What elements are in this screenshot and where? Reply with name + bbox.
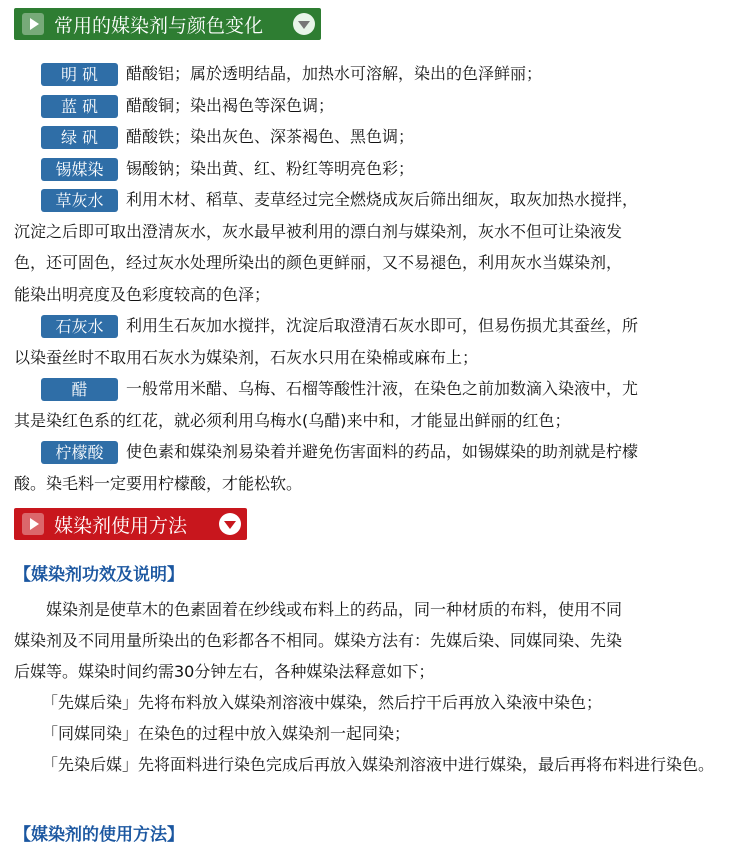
paragraph-line: 媒染剂及不同用量所染出的色彩都各不相同。媒染方法有：先媒后染、同媒同染、先染: [14, 631, 623, 650]
banner-title: 媒染剂使用方法: [54, 514, 188, 537]
mordant-continuation: 酸。染毛料一定要用柠檬酸，才能松软。: [14, 473, 303, 493]
mordant-desc: 利用生石灰加水搅拌，沈淀后取澄清石灰水即可，但易伤损尤其蚕丝，所: [126, 316, 639, 335]
mordant-line: [14, 121, 736, 153]
banner-usage: [14, 508, 247, 540]
method-list: [42, 687, 742, 780]
paragraph-line: 媒染剂是使草木的色素固着在纱线或布料上的药品，同一种材质的布料，使用不同: [46, 600, 623, 619]
method-name: 「先染后媒」: [42, 755, 139, 774]
mordant-line: [14, 58, 736, 90]
mordant-continuation: 以染蚕丝时不取用石灰水为媒染剂，石灰水只用在染棉或麻布上；: [14, 347, 479, 367]
mordant-line: [14, 153, 736, 185]
chevron-down-icon[interactable]: [293, 13, 315, 35]
section-heading-effects: 【媒染剂功效及说明】: [14, 565, 184, 585]
banner-common-mordants: [14, 8, 321, 40]
mordant-desc: 锡酸钠；染出黄、红、粉红等明亮色彩；: [126, 158, 415, 178]
mordant-continuation: 其是染红色系的红花，就必须利用乌梅水(乌醋)来中和，才能显出鲜丽的红色；: [14, 410, 571, 430]
method-desc: 先将布料放入媒染剂溶液中媒染，然后拧干后再放入染液中染色；: [138, 693, 603, 712]
mordant-tag: 石灰水: [41, 315, 118, 338]
mordant-continuation: 色，还可固色，经过灰水处理所染出的颜色更鲜丽，又不易褪色，利用灰水当媒染剂，: [14, 253, 623, 272]
method-name: 「同媒同染」: [42, 724, 139, 743]
mordant-line: [14, 373, 736, 405]
method-name: 「先媒后染」: [42, 693, 139, 712]
mordant-list: [14, 58, 736, 499]
mordant-desc: 利用木材、稻草、麦草经过完全燃烧成灰后筛出细灰，取灰加热水搅拌，: [126, 190, 639, 209]
method-desc: 先将面料进行染色完成后再放入媒染剂溶液中进行媒染，最后再将布料进行染色。: [138, 755, 715, 774]
mordant-tag: 绿 矾: [41, 126, 118, 149]
chevron-down-icon[interactable]: [219, 513, 241, 535]
mordant-line: [14, 90, 736, 122]
mordant-tag: 醋: [41, 378, 118, 401]
section-heading-usage: 【媒染剂的使用方法】: [14, 825, 184, 845]
method-desc: 在染色的过程中放入媒染剂一起同染；: [138, 724, 411, 743]
play-icon: [22, 513, 44, 535]
mordant-continuation: 沉淀之后即可取出澄清灰水，灰水最早被利用的漂白剂与媒染剂，灰水不但可让染液发: [14, 221, 623, 241]
mordant-tag: 草灰水: [41, 189, 118, 212]
effects-paragraph: [14, 594, 736, 687]
mordant-line: [14, 184, 736, 216]
mordant-line: [14, 310, 736, 342]
mordant-line: [14, 436, 736, 468]
mordant-desc: 醋酸铁；染出灰色、深茶褐色、黑色调；: [126, 127, 415, 146]
paragraph-line: 后媒等。媒染时间约需30分钟左右，各种媒染法释意如下；: [14, 662, 435, 681]
method-item: [42, 749, 742, 780]
mordant-tag: 锡媒染: [41, 158, 118, 181]
mordant-tag: 柠檬酸: [41, 441, 118, 464]
method-item: [42, 687, 742, 718]
banner-title: 常用的媒染剂与颜色变化: [54, 14, 264, 37]
mordant-tag: 明 矾: [41, 63, 118, 86]
mordant-desc: 醋酸铝；属於透明结晶，加热水可溶解，染出的色泽鲜丽；: [126, 64, 543, 83]
mordant-desc: 使色素和媒染剂易染着并避免伤害面料的药品，如锡媒染的助剂就是柠檬: [126, 442, 639, 461]
mordant-tag: 蓝 矾: [41, 95, 118, 118]
mordant-desc: 一般常用米醋、乌梅、石榴等酸性汁液，在染色之前加数滴入染液中，尤: [126, 379, 639, 398]
mordant-desc: 醋酸铜；染出褐色等深色调；: [126, 95, 335, 115]
mordant-continuation: 能染出明亮度及色彩度较高的色泽；: [14, 284, 271, 304]
method-item: [42, 718, 742, 749]
play-icon: [22, 13, 44, 35]
